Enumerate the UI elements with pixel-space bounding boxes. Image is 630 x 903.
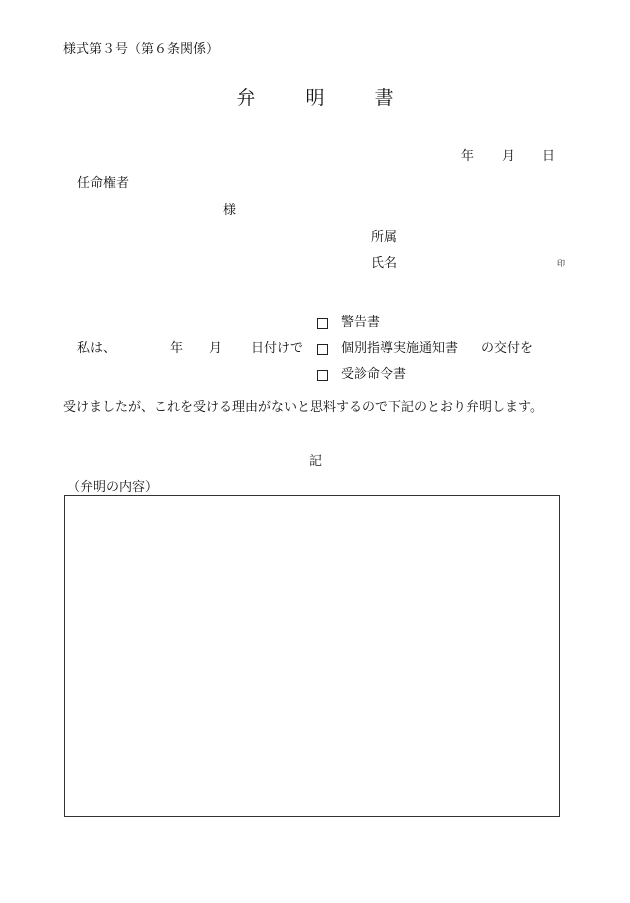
- option-individual-guidance-label: 個別指導実施通知書: [341, 341, 459, 356]
- statement-year-label: 年: [170, 341, 184, 356]
- date-day-label: 日: [542, 149, 556, 164]
- document-title: [0, 89, 630, 108]
- content-label: （弁明の内容）: [67, 480, 159, 495]
- title-char-1: 弁: [236, 87, 256, 109]
- form-number: 様式第３号（第６条関係）: [63, 42, 220, 57]
- checkbox-individual-guidance[interactable]: [317, 344, 328, 355]
- checkbox-warning[interactable]: [317, 318, 328, 329]
- title-char-2: 明: [305, 87, 325, 109]
- explanation-content-box[interactable]: [64, 495, 560, 817]
- statement-suffix: の交付を: [481, 341, 534, 356]
- date-year-label: 年: [461, 149, 475, 164]
- statement-month-label: 月: [209, 341, 223, 356]
- affiliation-label: 所属: [371, 230, 398, 245]
- title-char-3: 書: [374, 87, 394, 109]
- checkbox-medical-order[interactable]: [317, 370, 328, 381]
- seal-mark: 印: [557, 259, 565, 268]
- statement-prefix: 私は、: [77, 341, 117, 356]
- date-month-label: 月: [502, 149, 516, 164]
- statement-body: 受けましたが、これを受ける理由がないと思料するので下記のとおり弁明します。: [63, 400, 543, 415]
- option-warning-label: 警告書: [341, 315, 381, 330]
- appointer-label: 任命権者: [77, 176, 130, 191]
- option-medical-order-label: 受診命令書: [341, 367, 407, 382]
- ki-heading: 記: [309, 454, 323, 469]
- honorific-label: 様: [223, 203, 237, 218]
- statement-day-label: 日付けで: [251, 341, 304, 356]
- name-label: 氏名: [371, 256, 398, 271]
